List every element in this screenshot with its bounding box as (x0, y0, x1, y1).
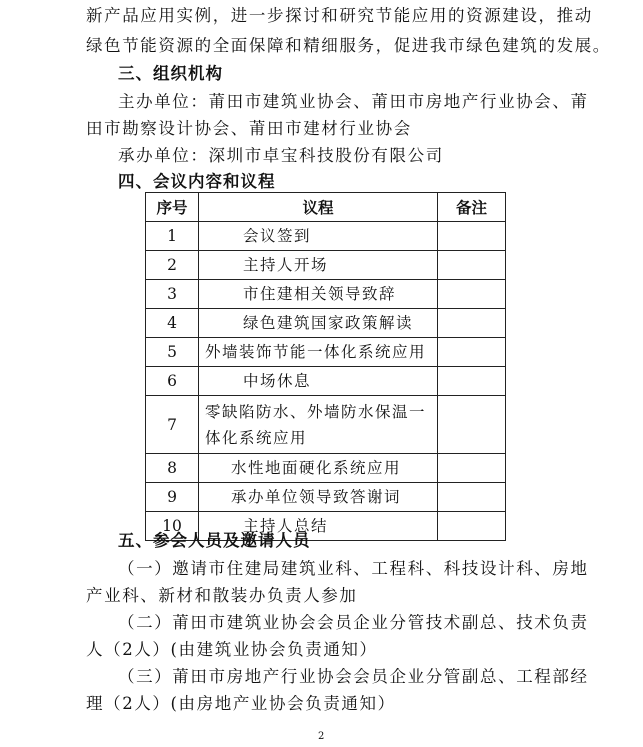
row-note (438, 367, 506, 396)
row-number: 9 (146, 483, 199, 512)
row-topic: 水性地面硬化系统应用 (199, 454, 438, 483)
section-5-heading: 五、参会人员及邀请人员 (118, 531, 311, 550)
row-number: 4 (146, 309, 199, 338)
table-row (146, 483, 506, 512)
header-remarks: 备注 (438, 193, 506, 222)
row-topic: 主持人总结 (199, 512, 438, 541)
row-number: 6 (146, 367, 199, 396)
row-note (438, 222, 506, 251)
row-number: 5 (146, 338, 199, 367)
row-note (438, 338, 506, 367)
host-units-line-1: 主办单位：莆田市建筑业协会、莆田市房地产行业协会、莆 (118, 92, 589, 111)
row-topic: 主持人开场 (199, 251, 438, 280)
intro-line-2: 绿色节能资源的全面保障和精细服务，促进我市绿色建筑的发展。 (86, 36, 611, 55)
table-row (146, 251, 506, 280)
row-note (438, 251, 506, 280)
attendee-item-2-line-2: 人（2人）(由建筑业协会负责通知） (86, 640, 378, 659)
row-topic: 绿色建筑国家政策解读 (199, 309, 438, 338)
table-row (146, 309, 506, 338)
row-topic: 外墙装饰节能一体化系统应用 (199, 338, 438, 367)
row-number: 7 (146, 396, 199, 454)
row-note (438, 309, 506, 338)
attendee-item-2-line-1: （二）莆田市建筑业协会会员企业分管技术副总、技术负责 (118, 613, 589, 632)
row-note (438, 483, 506, 512)
row-number: 2 (146, 251, 199, 280)
table-row (146, 222, 506, 251)
attendee-item-1-line-1: （一）邀请市住建局建筑业科、工程科、科技设计科、房地 (118, 559, 589, 578)
row-topic: 市住建相关领导致辞 (199, 280, 438, 309)
row-note (438, 396, 506, 454)
row-note (438, 280, 506, 309)
agenda-table (145, 192, 506, 541)
attendee-item-1-line-2: 产业科、新材和散装办负责人参加 (86, 586, 358, 605)
row-topic: 零缺陷防水、外墙防水保温一体化系统应用 (199, 396, 438, 454)
row-topic: 中场休息 (199, 367, 438, 396)
table-row (146, 454, 506, 483)
row-number: 3 (146, 280, 199, 309)
header-number: 序号 (146, 193, 199, 222)
header-agenda: 议程 (199, 193, 438, 222)
host-units-line-2: 田市勘察设计协会、莆田市建材行业协会 (86, 119, 412, 138)
page-number: 2 (318, 731, 325, 742)
table-row (146, 338, 506, 367)
row-number: 10 (146, 512, 199, 541)
table-row (146, 396, 506, 454)
organizer-unit: 承办单位：深圳市卓宝科技股份有限公司 (118, 146, 444, 165)
attendee-item-3-line-2: 理（2人）(由房地产业协会负责通知） (86, 694, 396, 713)
row-number: 1 (146, 222, 199, 251)
attendee-item-3-line-1: （三）莆田市房地产行业协会会员企业分管副总、工程部经 (118, 667, 589, 686)
table-header-row (146, 193, 506, 222)
row-note (438, 454, 506, 483)
row-note (438, 512, 506, 541)
table-row (146, 280, 506, 309)
row-number: 8 (146, 454, 199, 483)
row-topic: 会议签到 (199, 222, 438, 251)
intro-line-1: 新产品应用实例，进一步探讨和研究节能应用的资源建设，推动 (86, 6, 593, 25)
table-row (146, 367, 506, 396)
section-4-heading: 四、会议内容和议程 (118, 172, 276, 191)
section-3-heading: 三、组织机构 (118, 64, 223, 83)
row-topic: 承办单位领导致答谢词 (199, 483, 438, 512)
